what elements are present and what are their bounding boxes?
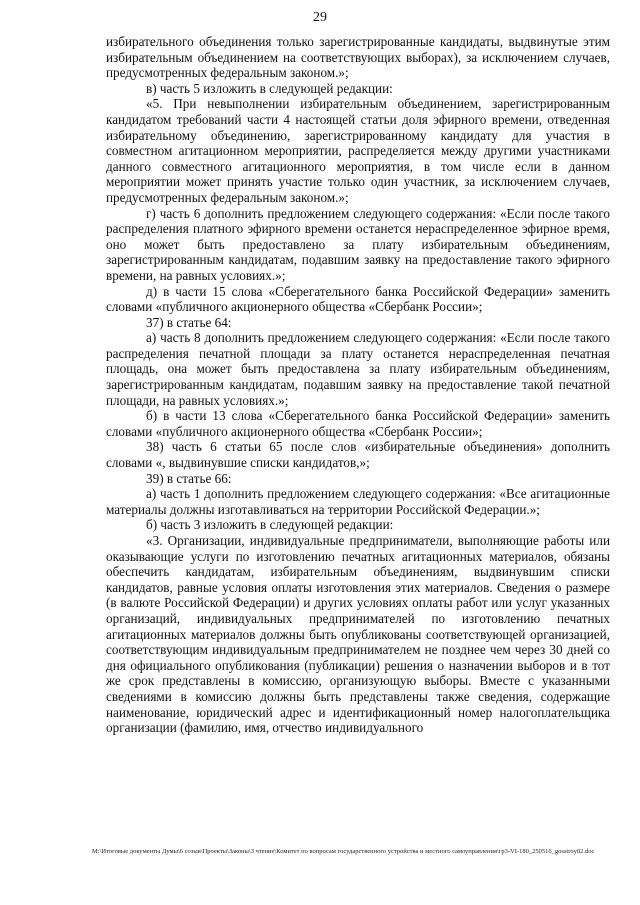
paragraph-continuation: избирательного объединения только зарегистрированные кандидаты, выдвинутые этим избирательным объединением на соответствующих выборах), за исключением случаев, предусмотренных федеральным законом.»; (106, 34, 610, 81)
paragraph-article-38: 38) часть 6 статьи 65 после слов «избирательные объединения» дополнить словами «, выдвинувшие списки кандидатов,»; (106, 439, 610, 471)
paragraph-item-b-66: б) часть 3 изложить в следующей редакции: (146, 517, 394, 533)
paragraph-item-b-64: б) в части 13 слова «Сберегательного банка Российской Федерации» заменить словами «публичного акционерного общества «Сбербанк России»; (106, 408, 610, 439)
document-body (106, 34, 610, 736)
paragraph-item-a-66: а) часть 1 дополнить предложением следующего содержания: «Все агитационные материалы должны изготавливаться на территории Российской Федерации.»; (106, 486, 610, 517)
paragraph-item-g: г) часть 6 дополнить предложением следующего содержания: «Если после такого распределения платного эфирного времени останется нераспределенное эфирное время, оно может быть предоставлено за плату избирательным объединениям, зарегистрированным кандидатам, подавшим заявку на предоставление такого эфирного времени, на равных условиях.»; (106, 205, 610, 283)
paragraph-item-d: д) в части 15 слова «Сберегательного банка Российской Федерации» заменить словами «публичного акционерного общества «Сбербанк России»; (106, 283, 610, 315)
paragraph-quote-part3: «3. Организации, индивидуальные предприниматели, выполняющие работы или оказывающие услуги по изготовлению печатных агитационных материалов, обязаны обеспечить кандидатам, избирательным объединениям, выдвинувшим списки кандидатов, равные условия оплаты изготовления этих материалов. Сведения о размере (в валюте Российской Федерации) и других условиях оплаты работ или услуг указанных организаций, индивидуальных предпринимателей по изготовлению печатных агитационных материалов должны быть опубликованы соответствующей организацией, соответствующим индивидуальным предпринимателем не позднее чем через 30 дней со дня официального опубликования (публикации) решения о назначении выборов и в тот же срок представлены в комиссию, организующую выборы. Вместе с указанными сведениями в комиссию должны быть представлены также сведения, содержащие наименование, юридический адрес и идентификационный номер налогоплательщика организации (фамилию, имя, отчество индивидуального (106, 533, 610, 736)
paragraph-quote-part5: «5. При невыполнении избирательным объединением, зарегистрированным кандидатом требований части 4 настоящей статьи доля эфирного времени, отведенная избирательному объединению, зарегистрированному кандидату для участия в совместном агитационном мероприятии, распределяется между другими участниками данного совместного агитационного мероприятия, в том числе если в данном мероприятии может принять участие только один участник, за исключением случаев, предусмотренных федеральным законом.»; (106, 96, 610, 205)
page-number: 29 (313, 10, 327, 25)
paragraph-article-37: 37) в статье 64: (146, 314, 232, 330)
paragraph-article-39: 39) в статье 66: (146, 470, 232, 486)
paragraph-item-v: в) часть 5 изложить в следующей редакции: (146, 80, 393, 96)
paragraph-item-a-64: а) часть 8 дополнить предложением следующего содержания: «Если после такого распределения печатной площади за плату останется нераспределенная печатная площадь, она может быть предоставлена за плату избирательным объединениям, зарегистрированным кандидатам, подавшим заявку на предоставление такой печатной площади, на равных условиях.»; (106, 330, 610, 408)
footer-file-path: M:\Итоговые документы Думы\6 созыв\Проекты\Законы\3 чтение\Комитет по вопросам государственного устройства и местного самоуправления\гр3-VI-180_250516_gosstroy02.doc (92, 848, 595, 855)
